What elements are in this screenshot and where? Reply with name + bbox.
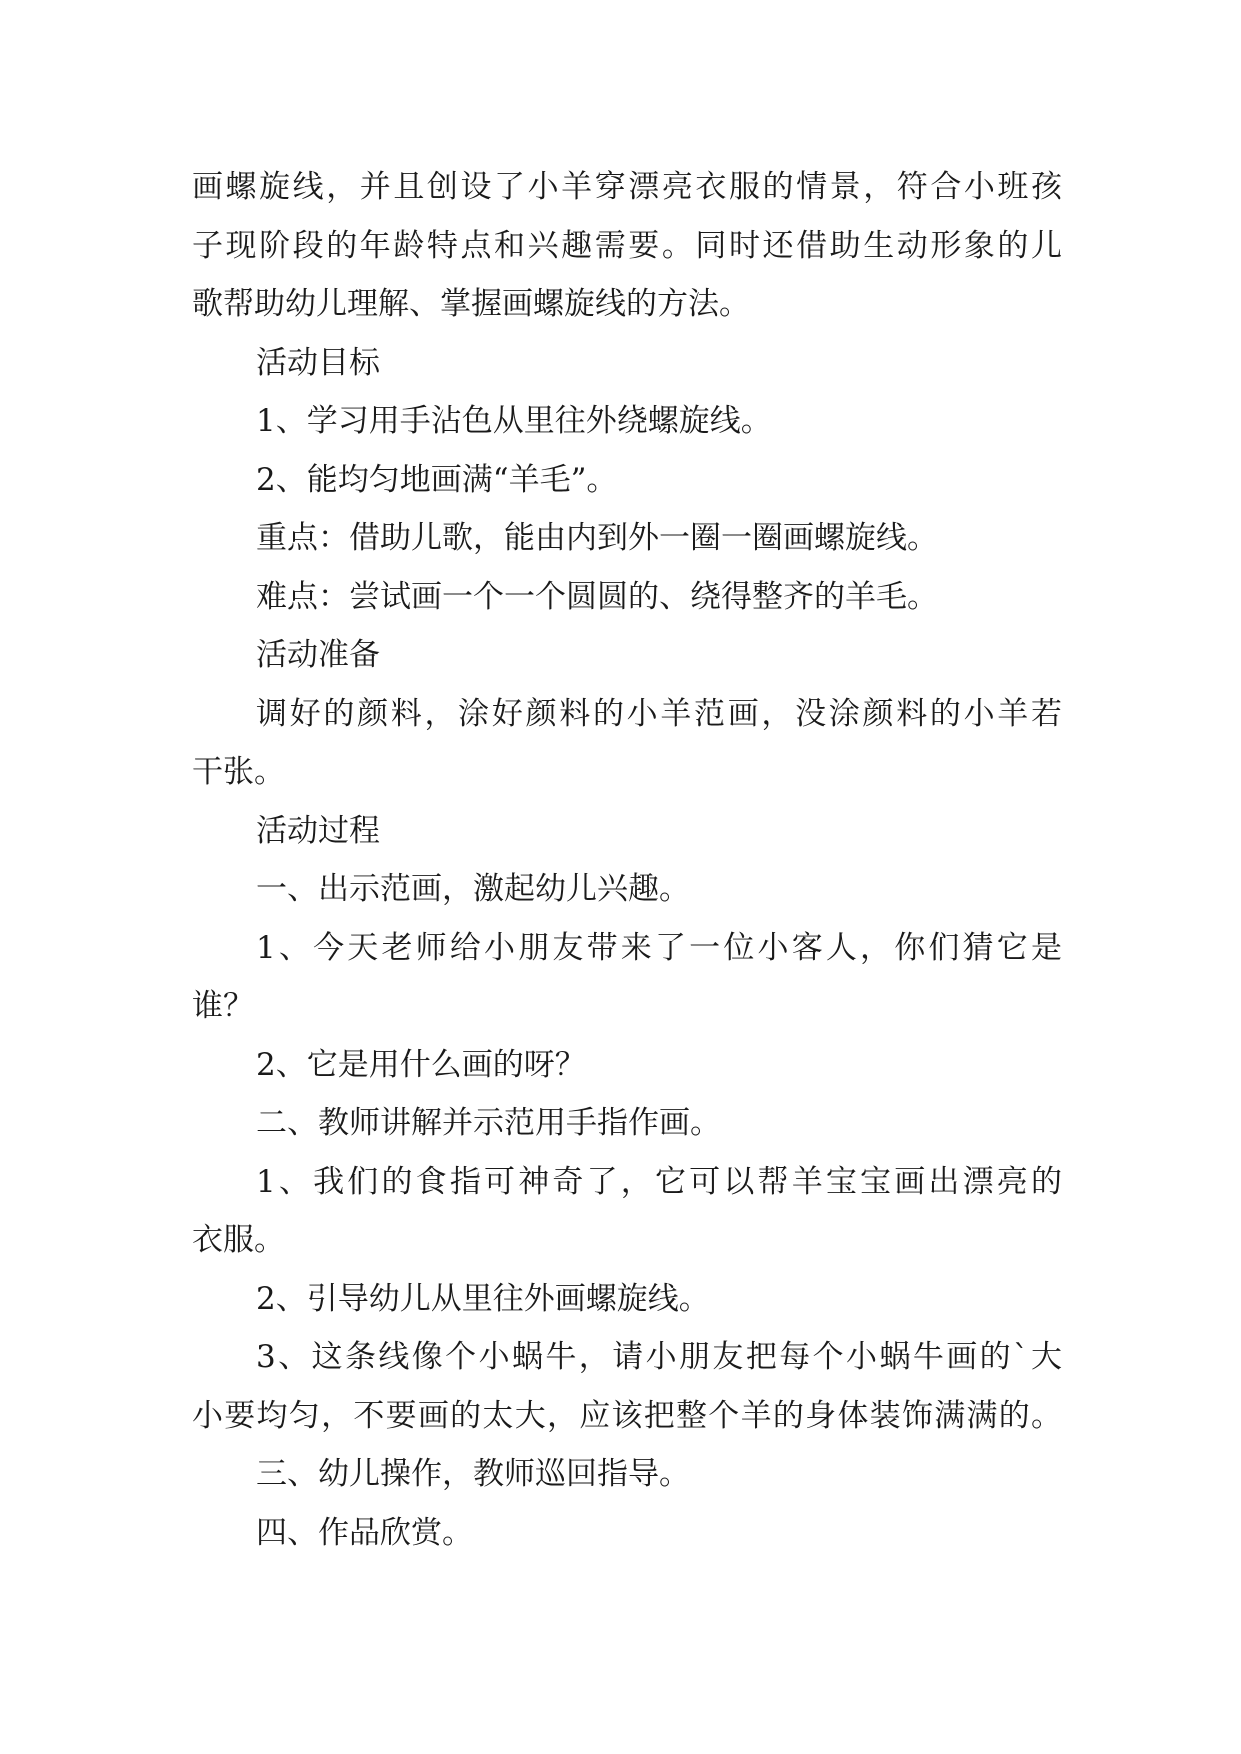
step-heading: 一、出示范画，激起幼儿兴趣。	[256, 871, 690, 907]
step-item: 衣服。	[192, 1222, 285, 1258]
paragraph-line: 干张。	[192, 754, 285, 790]
paragraph-line: 子现阶段的年龄特点和兴趣需要。同时还借助生动形象的儿	[192, 227, 1062, 264]
paragraph-line: 歌帮助幼儿理解、掌握画螺旋线的方法。	[192, 286, 750, 322]
step-heading: 四、作品欣赏。	[256, 1514, 473, 1551]
step-item: 1、今天老师给小朋友带来了一位小客人，你们猜它是	[256, 929, 1062, 966]
section-heading-process: 活动过程	[256, 812, 380, 849]
step-item: 3、这条线像个小蜗牛，请小朋友把每个小蜗牛画的`大	[256, 1339, 1062, 1375]
step-heading: 三、幼儿操作，教师巡回指导。	[256, 1456, 690, 1492]
section-heading-goals: 活动目标	[256, 344, 380, 381]
difficult-point: 难点：尝试画一个一个圆圆的、绕得整齐的羊毛。	[256, 578, 938, 615]
step-item: 小要均匀，不要画的太大，应该把整个羊的身体装饰满满的。	[192, 1397, 1062, 1434]
document-body	[192, 158, 1062, 1562]
paragraph-line: 画螺旋线，并且创设了小羊穿漂亮衣服的情景，符合小班孩	[192, 169, 1062, 205]
step-item: 2、它是用什么画的呀？	[256, 1046, 586, 1083]
step-item: 2、引导幼儿从里往外画螺旋线。	[256, 1280, 710, 1317]
step-item: 1、我们的食指可神奇了，它可以帮羊宝宝画出漂亮的	[256, 1163, 1062, 1200]
paragraph-line: 调好的颜料，涂好颜料的小羊范画，没涂颜料的小羊若	[256, 695, 1062, 732]
step-heading: 二、教师讲解并示范用手指作画。	[256, 1105, 721, 1141]
section-heading-preparation: 活动准备	[256, 637, 380, 673]
step-item: 谁？	[192, 988, 254, 1024]
key-point: 重点：借助儿歌，能由内到外一圈一圈画螺旋线。	[256, 520, 938, 556]
goal-item: 1、学习用手沾色从里往外绕螺旋线。	[256, 403, 772, 439]
goal-item: 2、能均匀地画满“羊毛”。	[256, 461, 618, 498]
